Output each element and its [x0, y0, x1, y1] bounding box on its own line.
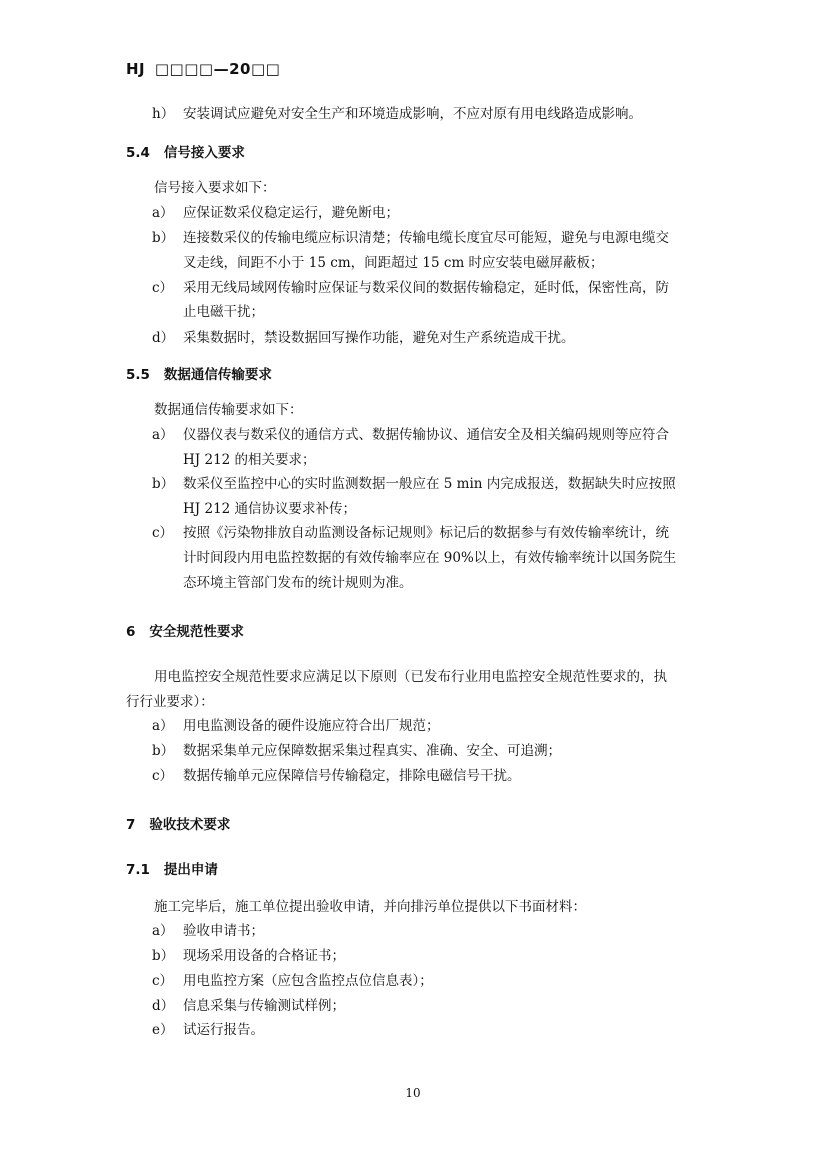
- list-item: 按照《污染物排放自动监测设备标记规则》标记后的数据参与有效传输率统计，统: [183, 525, 669, 541]
- section-number: 7: [126, 817, 136, 833]
- section-number: 5.4: [126, 145, 150, 161]
- section-heading-6: [126, 622, 244, 642]
- list-item: 仪器仪表与数采仪的通信方式、数据传输协议、通信安全及相关编码规则等应符合: [183, 427, 669, 443]
- list-marker: c）: [152, 525, 174, 541]
- list-marker: b）: [152, 230, 175, 246]
- list-item: 验收申请书；: [183, 923, 264, 939]
- list-item: 数据采集单元应保障数据采集过程真实、准确、安全、可追溯；: [183, 743, 561, 759]
- section-number: 6: [126, 624, 136, 640]
- paragraph: 用电监控安全规范性要求应满足以下原则（已发布行业用电监控安全规范性要求的，执: [154, 669, 667, 685]
- list-marker: a）: [152, 923, 174, 939]
- list-marker: a）: [152, 427, 174, 443]
- list-marker: b）: [152, 743, 175, 759]
- section-title: 安全规范性要求: [149, 624, 244, 640]
- list-item: 安装调试应避免对安全生产和环境造成影响，不应对原有用电线路造成影响。: [183, 106, 642, 122]
- section-number: 7.1: [126, 862, 150, 878]
- section-title: 信号接入要求: [163, 145, 245, 161]
- list-item: 应保证数采仪稳定运行，避免断电；: [183, 205, 399, 221]
- list-item: 数据传输单元应保障信号传输稳定，排除电磁信号干扰。: [183, 768, 521, 784]
- section-title: 提出申请: [163, 862, 218, 878]
- paragraph-continuation: 行行业要求）：: [126, 694, 214, 710]
- list-item: 采用无线局域网传输时应保证与数采仪间的数据传输稳定，延时低，保密性高，防: [183, 280, 669, 296]
- list-item: 用电监控方案（应包含监控点位信息表）；: [183, 973, 433, 989]
- section-heading-7-1: [126, 860, 218, 880]
- section-number: 5.5: [126, 367, 150, 383]
- list-marker: h）: [152, 106, 175, 122]
- paragraph: 施工完毕后，施工单位提出验收申请，并向排污单位提供以下书面材料：: [154, 899, 586, 915]
- section-heading-5-4: [126, 143, 245, 163]
- list-item: 用电监测设备的硬件设施应符合出厂规范；: [183, 718, 440, 734]
- list-marker: a）: [152, 718, 174, 734]
- list-marker: b）: [152, 948, 175, 964]
- list-marker: b）: [152, 476, 175, 492]
- section-heading-7: [126, 815, 230, 835]
- list-item-continuation: 止电磁干扰；: [183, 304, 264, 320]
- list-item-continuation: 态环境主管部门发布的统计规则为准。: [183, 575, 413, 591]
- list-item: 信息采集与传输测试样例；: [183, 998, 345, 1014]
- list-marker: e）: [152, 1022, 174, 1038]
- header-prefix: HJ: [126, 60, 146, 78]
- list-item-continuation: 叉走线，间距不小于 15 cm，间距超过 15 cm 时应安装电磁屏蔽板；: [183, 255, 604, 271]
- list-marker: a）: [152, 205, 174, 221]
- section-title: 验收技术要求: [149, 817, 231, 833]
- header-code: □□□□—20□□: [154, 60, 281, 78]
- list-item-continuation: HJ 212 的相关要求；: [183, 452, 316, 468]
- list-item-continuation: HJ 212 通信协议要求补传；: [183, 501, 357, 517]
- list-marker: c）: [152, 768, 174, 784]
- list-marker: c）: [152, 973, 174, 989]
- paragraph: 信号接入要求如下：: [154, 180, 276, 196]
- section-heading-5-5: [126, 365, 272, 385]
- list-marker: c）: [152, 280, 174, 296]
- section-title: 数据通信传输要求: [163, 367, 272, 383]
- document-header: [126, 60, 280, 78]
- list-item: 试运行报告。: [183, 1022, 264, 1038]
- list-marker: d）: [152, 330, 175, 346]
- page-number: 10: [405, 1086, 421, 1100]
- list-item: 采集数据时，禁设数据回写操作功能，避免对生产系统造成干扰。: [183, 330, 575, 346]
- list-marker: d）: [152, 998, 175, 1014]
- paragraph: 数据通信传输要求如下：: [154, 402, 303, 418]
- list-item-continuation: 计时间段内用电监控数据的有效传输率应在 90%以上，有效传输率统计以国务院生: [183, 550, 677, 566]
- list-item: 数采仪至监控中心的实时监测数据一般应在 5 min 内完成报送，数据缺失时应按照: [183, 476, 676, 492]
- list-item: 现场采用设备的合格证书；: [183, 948, 345, 964]
- list-item: 连接数采仪的传输电缆应标识清楚；传输电缆长度宜尽可能短，避免与电源电缆交: [183, 230, 669, 246]
